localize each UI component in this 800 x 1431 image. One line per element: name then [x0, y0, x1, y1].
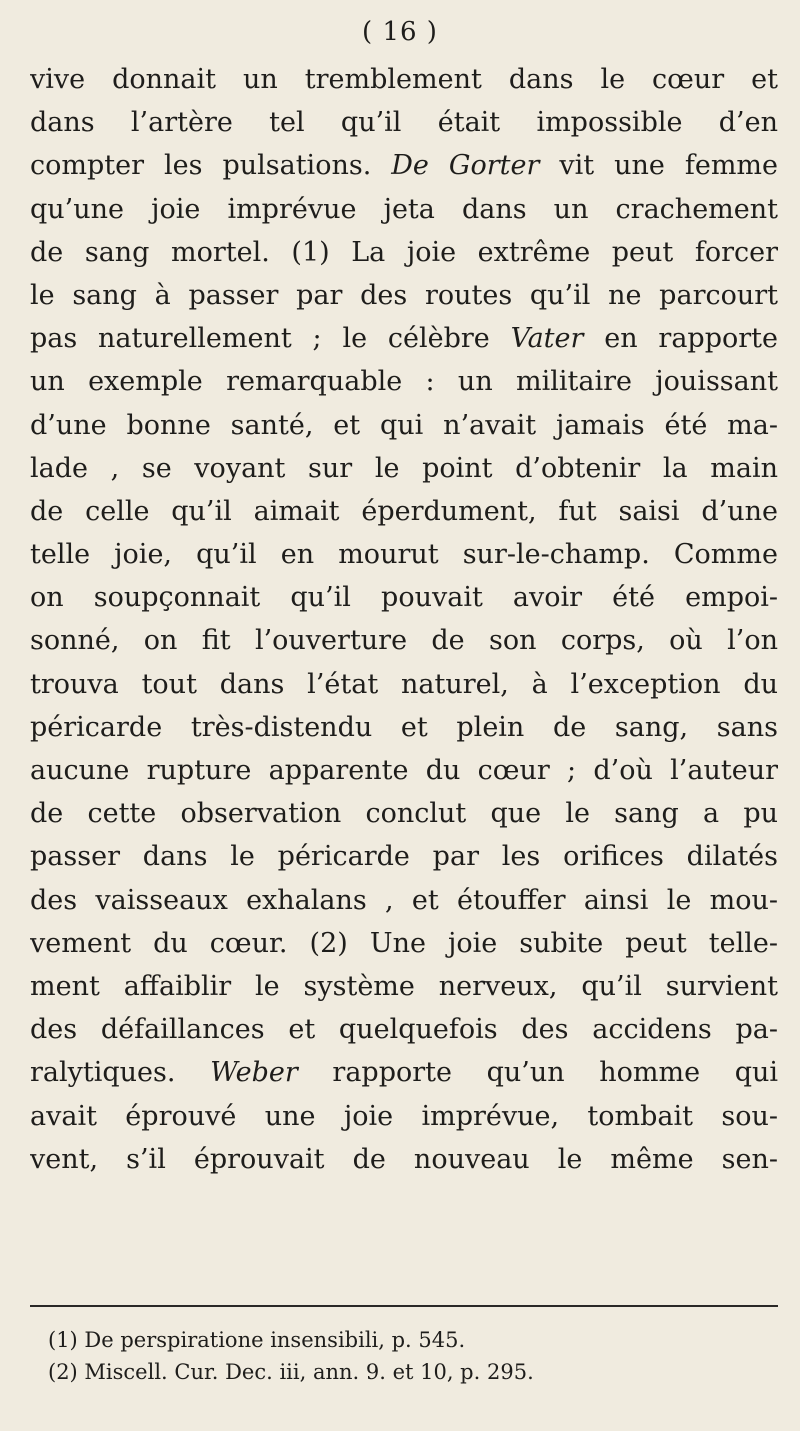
text-line: vive donnait un tremblement dans le cœur et [30, 64, 778, 95]
text-line: telle joie, qu’il en mourut sur-le-champ. Comme [30, 539, 778, 571]
text-line: des vaisseaux exhalans , et étouffer ainsi le mou- [30, 884, 778, 916]
text-line: de celle qu’il aimait éperdument, fut saisi d’une [30, 495, 778, 527]
text-line: on soupçonnait qu’il pouvait avoir été empoi- [30, 582, 778, 614]
text-line: compter les pulsations. De Gorter vit une femme [30, 150, 778, 182]
text-line: le sang à passer par des routes qu’il ne parcourt [30, 279, 778, 311]
text-line: qu’une joie imprévue jeta dans un crachement [30, 193, 778, 225]
text-line: d’une bonne santé, et qui n’avait jamais été ma- [30, 409, 778, 441]
footnotes [48, 1324, 778, 1388]
text-line: péricarde très-distendu et plein de sang, sans [30, 711, 778, 743]
author-name-de-gorter: De Gorter [391, 150, 540, 182]
body-text [30, 58, 778, 1181]
text-line: passer dans le péricarde par les orifices dilatés [30, 841, 778, 873]
text-line: vent, s’il éprouvait de nouveau le même sen- [30, 1143, 778, 1175]
text-line: dans l’artère tel qu’il était impossible d’en [30, 107, 778, 139]
text-line: vement du cœur. (2) Une joie subite peut telle- [30, 927, 778, 959]
text-line: des défaillances et quelquefois des accidens pa- [30, 1014, 778, 1046]
text-line: sonné, on fit l’ouverture de son corps, où l’on [30, 625, 778, 657]
footnote-divider [30, 1305, 778, 1307]
text-line: ment affaiblir le système nerveux, qu’il survient [30, 970, 778, 1002]
footnote-2: (2) Miscell. Cur. Dec. iii, ann. 9. et 10, p. 295. [48, 1360, 534, 1384]
author-name-vater: Vater [510, 323, 584, 355]
text-line: pas naturellement ; le célèbre Vater en rapporte [30, 323, 778, 355]
text-line: aucune rupture apparente du cœur ; d’où l’auteur [30, 755, 778, 786]
text-line: de sang mortel. (1) La joie extrême peut forcer [30, 236, 778, 268]
text-line: trouva tout dans l’état naturel, à l’exception du [30, 668, 778, 700]
text-line: un exemple remarquable : un militaire jouissant [30, 366, 778, 398]
text-line: de cette observation conclut que le sang a pu [30, 798, 778, 830]
text-line: ralytiques. Weber rapporte qu’un homme qui [30, 1057, 778, 1089]
footnote-1: (1) De perspiratione insensibili, p. 545. [48, 1328, 466, 1352]
text-line: lade , se voyant sur le point d’obtenir la main [30, 452, 778, 484]
author-name-weber: Weber [210, 1057, 298, 1089]
page-number: ( 16 ) [362, 17, 438, 47]
text-line: avait éprouvé une joie imprévue, tombait sou- [30, 1100, 778, 1132]
